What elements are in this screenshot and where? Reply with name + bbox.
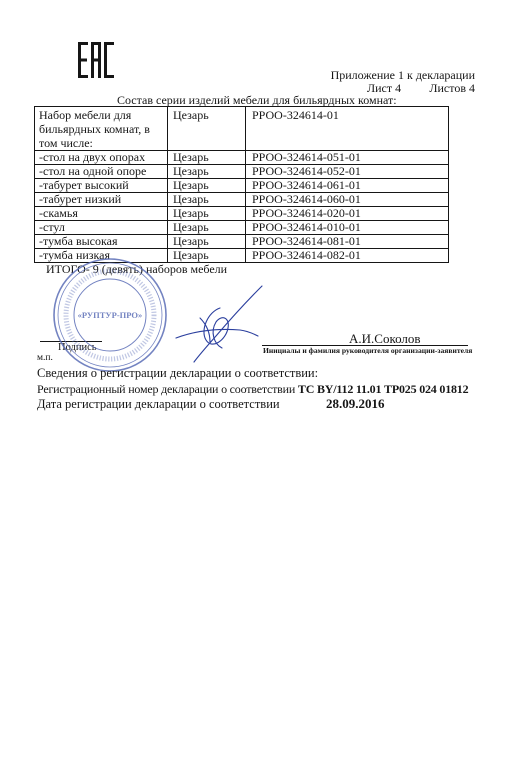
handwritten-signature — [170, 278, 270, 368]
table-row — [35, 179, 448, 193]
table-row — [35, 165, 448, 179]
registration-number-value: ТС BY/112 11.01 ТР025 024 01812 — [297, 382, 469, 396]
appendix-title: Приложение 1 к декларации — [330, 68, 475, 82]
furniture-table — [34, 106, 449, 263]
registration-date-value: 28.09.2016 — [326, 396, 385, 411]
table-row — [35, 207, 448, 221]
signature-label: Подпись — [58, 342, 97, 353]
registration-number-line — [37, 382, 468, 396]
item-name-cell: Набор мебели для бильярдных комнат, в том числе: — [35, 107, 168, 150]
item-name-cell: -табурет низкий — [35, 193, 168, 206]
model-cell: Цезарь — [168, 151, 246, 164]
model-cell: Цезарь — [168, 207, 246, 220]
code-cell: РРОО-324614-081-01 — [252, 235, 361, 248]
item-name-cell: -стол на одной опоре — [35, 165, 168, 178]
model-cell: Цезарь — [168, 221, 246, 234]
code-cell: РРОО-324614-061-01 — [252, 179, 361, 192]
model-cell: Цезарь — [168, 235, 246, 248]
code-cell: РРОО-324614-082-01 — [252, 249, 361, 262]
stamp-center-text: «РУПТУР-ПРО» — [77, 310, 143, 320]
table-row — [35, 151, 448, 165]
model-cell: Цезарь — [168, 165, 246, 178]
model-cell: Цезарь — [168, 179, 246, 192]
company-stamp — [50, 255, 170, 375]
model-cell: Цезарь — [168, 193, 246, 206]
model-cell: Цезарь — [168, 249, 246, 262]
composition-title: Состав серии изделий мебели для бильярдных комнат: — [117, 93, 397, 107]
table-row — [35, 193, 448, 207]
item-name-cell: -стул — [35, 221, 168, 234]
registration-date-label: Дата регистрации декларации о соответствии — [37, 397, 280, 411]
item-name-cell: -стол на двух опорах — [35, 151, 168, 164]
table-row — [35, 221, 448, 235]
sheets-total: Листов 4 — [429, 81, 475, 95]
item-name-cell: -тумба высокая — [35, 235, 168, 248]
sheet-number: Лист 4 — [367, 81, 402, 95]
table-row — [35, 235, 448, 249]
total-line: ИТОГО- 9 (девять) наборов мебели — [46, 262, 228, 276]
table-row — [35, 107, 448, 151]
code-cell: РРОО-324614-010-01 — [252, 221, 361, 234]
signer-name: А.И.Соколов — [349, 331, 421, 346]
eac-logo — [78, 42, 114, 78]
model-cell: Цезарь — [168, 107, 246, 150]
code-cell: РРОО-324614-020-01 — [252, 207, 361, 220]
seal-label: м.п. — [37, 353, 53, 363]
item-name-cell: -скамья — [35, 207, 168, 220]
code-cell: РРОО-324614-051-01 — [252, 151, 361, 164]
code-cell: РРОО-324614-060-01 — [252, 193, 361, 206]
registration-number-label: Регистрационный номер декларации о соответствии — [37, 382, 296, 396]
code-cell: РРОО-324614-01 — [252, 108, 339, 122]
code-cell: РРОО-324614-052-01 — [252, 165, 361, 178]
item-name-cell: -тумба низкая — [35, 249, 168, 262]
registration-heading: Сведения о регистрации декларации о соответствии: — [37, 366, 319, 380]
signer-caption: Инициалы и фамилия руководителя организации-заявителя — [263, 346, 473, 355]
item-name-cell: -табурет высокий — [35, 179, 168, 192]
